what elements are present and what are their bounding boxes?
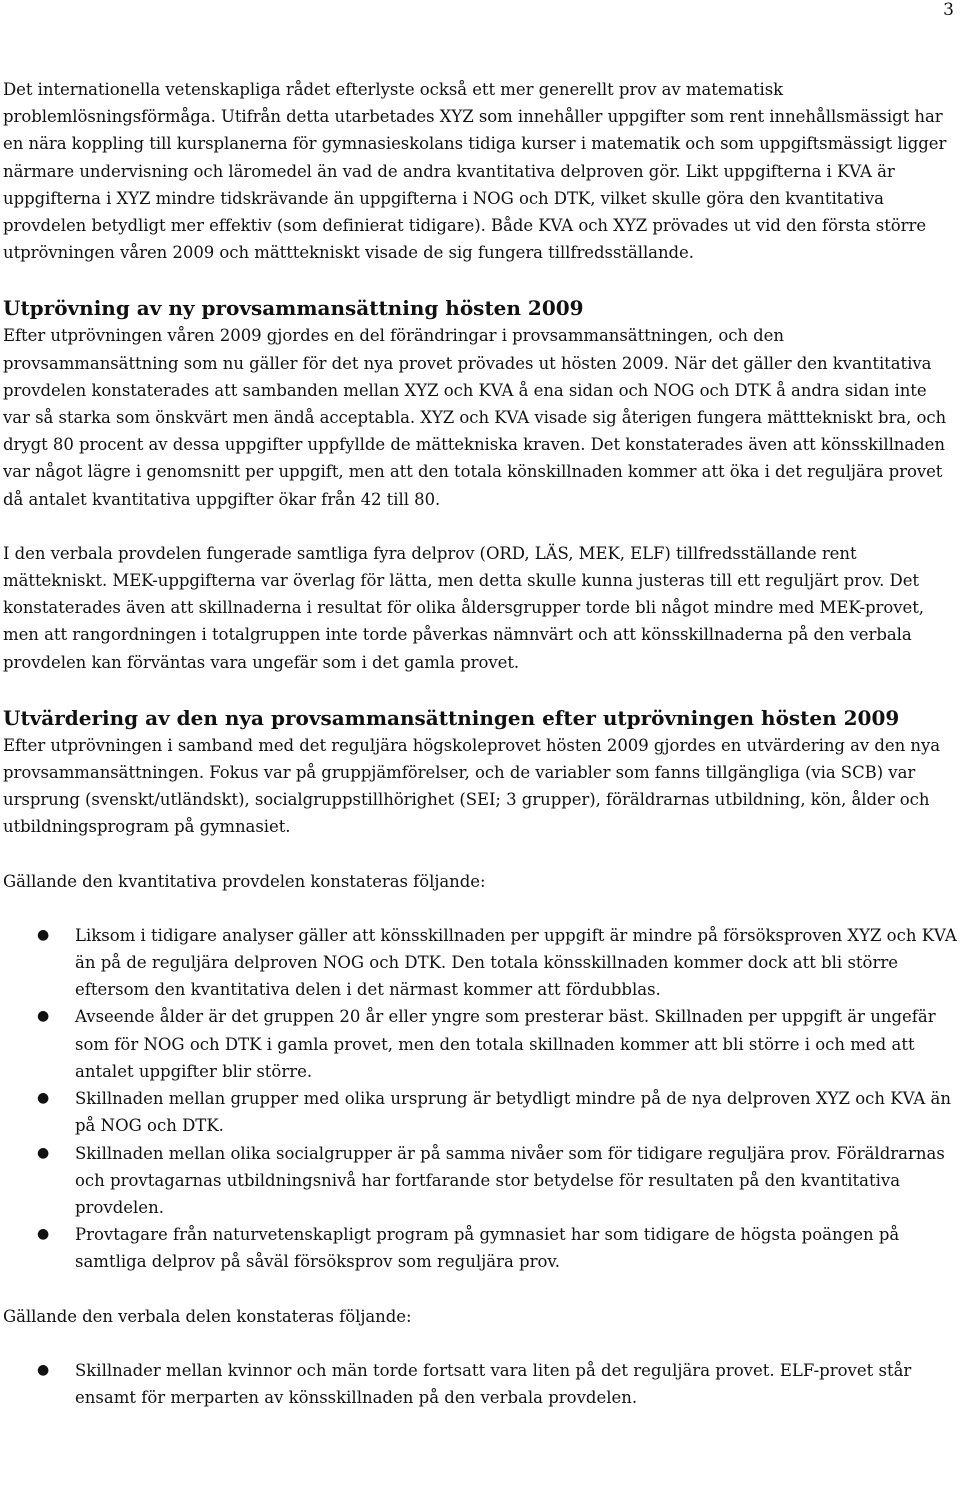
list-item: ● Liksom i tidigare analyser gäller att könsskillnaden per uppgift är mindre på försöksproven XYZ och KVA än på de reguljära delproven NOG och DTK. Den totala könsskillnaden kommer dock att bli större eftersom den kvantitativa delen i det närmast kommer att fördubblas. — [3, 922, 958, 1004]
paragraph-intro: Det internationella vetenskapliga rådet efterlyste också ett mer generellt prov av matematisk problemlösningsförmåga. Utifrån detta utarbetades XYZ som innehåller uppgifter som rent innehållsmässigt har en nära koppling till kursplanerna för gymnasieskolans tidiga kurser i matematik och som uppgiftsmässigt ligger närmare undervisning och läromedel än vad de andra kvantitativa delproven gör. Likt uppgifterna i KVA är uppgifterna i XYZ mindre tidskrävande än uppgifterna i NOG och DTK, vilket skulle göra den kvantitativa provdelen betydligt mer effektiv (som definierat tidigare). Både KVA och XYZ prövades ut vid den första större utprövningen våren 2009 och mätttekniskt visade de sig fungera tillfredsställande. — [3, 80, 947, 263]
quant-findings-list — [3, 922, 958, 1276]
bullet-icon: ● — [37, 926, 50, 943]
paragraph-evaluation: Efter utprövningen i samband med det reguljära högskoleprovet hösten 2009 gjordes en utvärdering av den nya provsammansättningen. Fokus var på gruppjämförelser, och de variabler som fanns tillgängliga (via SCB) var ursprung (svenskt/utländskt), socialgruppstillhörighet (SEI; 3 grupper), föräldrarnas utbildning, kön, ålder och utbildningsprogram på gymnasiet. — [3, 735, 941, 837]
heading-trial-autumn-2009: Utprövning av ny provsammansättning hösten 2009 — [3, 296, 584, 321]
bullet-icon: ● — [37, 1144, 50, 1161]
verbal-findings-list — [3, 1357, 958, 1411]
bullet-icon: ● — [37, 1008, 50, 1025]
list-item: ● Skillnaden mellan grupper med olika ursprung är betydligt mindre på de nya delproven XYZ och KVA än på NOG och DTK. — [3, 1085, 958, 1139]
list-item: ● Skillnader mellan kvinnor och män torde fortsatt vara liten på det reguljära provet. ELF-provet står ensamt för merparten av könsskillnaden på den verbala provdelen. — [3, 1357, 958, 1411]
paragraph-quant-intro: Gällande den kvantitativa provdelen konstateras följande: — [3, 871, 486, 891]
paragraph-verbal-intro: Gällande den verbala delen konstateras följande: — [3, 1306, 412, 1326]
page-number: 3 — [943, 0, 954, 20]
paragraph-trial-results: Efter utprövningen våren 2009 gjordes en del förändringar i provsammansättningen, och den provsammansättning som nu gäller för det nya provet prövades ut hösten 2009. När det gäller den kvantitativa provdelen konstaterades att sambanden mellan XYZ och KVA å ena sidan och NOG och DTK å andra sidan inte var så starka som önskvärt men ändå acceptabla. XYZ och KVA visade sig återigen fungera mätttekniskt bra, och drygt 80 procent av dessa uppgifter uppfyllde de mättekniska kraven. Det konstaterades även att könsskillnaden var något lägre i genomsnitt per uppgift, men att den totala könskillnaden kommer att öka i det reguljära provet då antalet kvantitativa uppgifter ökar från 42 till 80. — [3, 326, 947, 509]
list-item: ● Avseende ålder är det gruppen 20 år eller yngre som presterar bäst. Skillnaden per uppgift är ungefär som för NOG och DTK i gamla provet, men den totala skillnaden kommer att bli större i och med att antalet uppgifter blir större. — [3, 1003, 958, 1085]
list-item: ● Skillnaden mellan olika socialgrupper är på samma nivåer som för tidigare reguljära prov. Föräldrarnas och provtagarnas utbildningsnivå har fortfarande stor betydelse för resultaten på den kvantitativa provdelen. — [3, 1140, 958, 1222]
paragraph-verbal-section: I den verbala provdelen fungerade samtliga fyra delprov (ORD, LÄS, MEK, ELF) tillfredsställande rent mättekniskt. MEK-uppgifterna var överlag för lätta, men detta skulle kunna justeras till ett reguljärt prov. Det konstaterades även att skillnaderna i resultat för olika åldersgrupper torde bli något mindre med MEK-provet, men att rangordningen i totalgruppen inte torde påverkas nämnvärt och att könsskillnaderna på den verbala provdelen kan förväntas vara ungefär som i det gamla provet. — [3, 543, 924, 672]
document-body — [3, 76, 958, 1411]
bullet-icon: ● — [37, 1226, 50, 1243]
bullet-icon: ● — [37, 1361, 50, 1378]
heading-evaluation: Utvärdering av den nya provsammansättningen efter utprövningen hösten 2009 — [3, 705, 900, 730]
list-item: ● Provtagare från naturvetenskapligt program på gymnasiet har som tidigare de högsta poängen på samtliga delprov på såväl försöksprov som reguljära prov. — [3, 1221, 958, 1275]
bullet-icon: ● — [37, 1090, 50, 1107]
